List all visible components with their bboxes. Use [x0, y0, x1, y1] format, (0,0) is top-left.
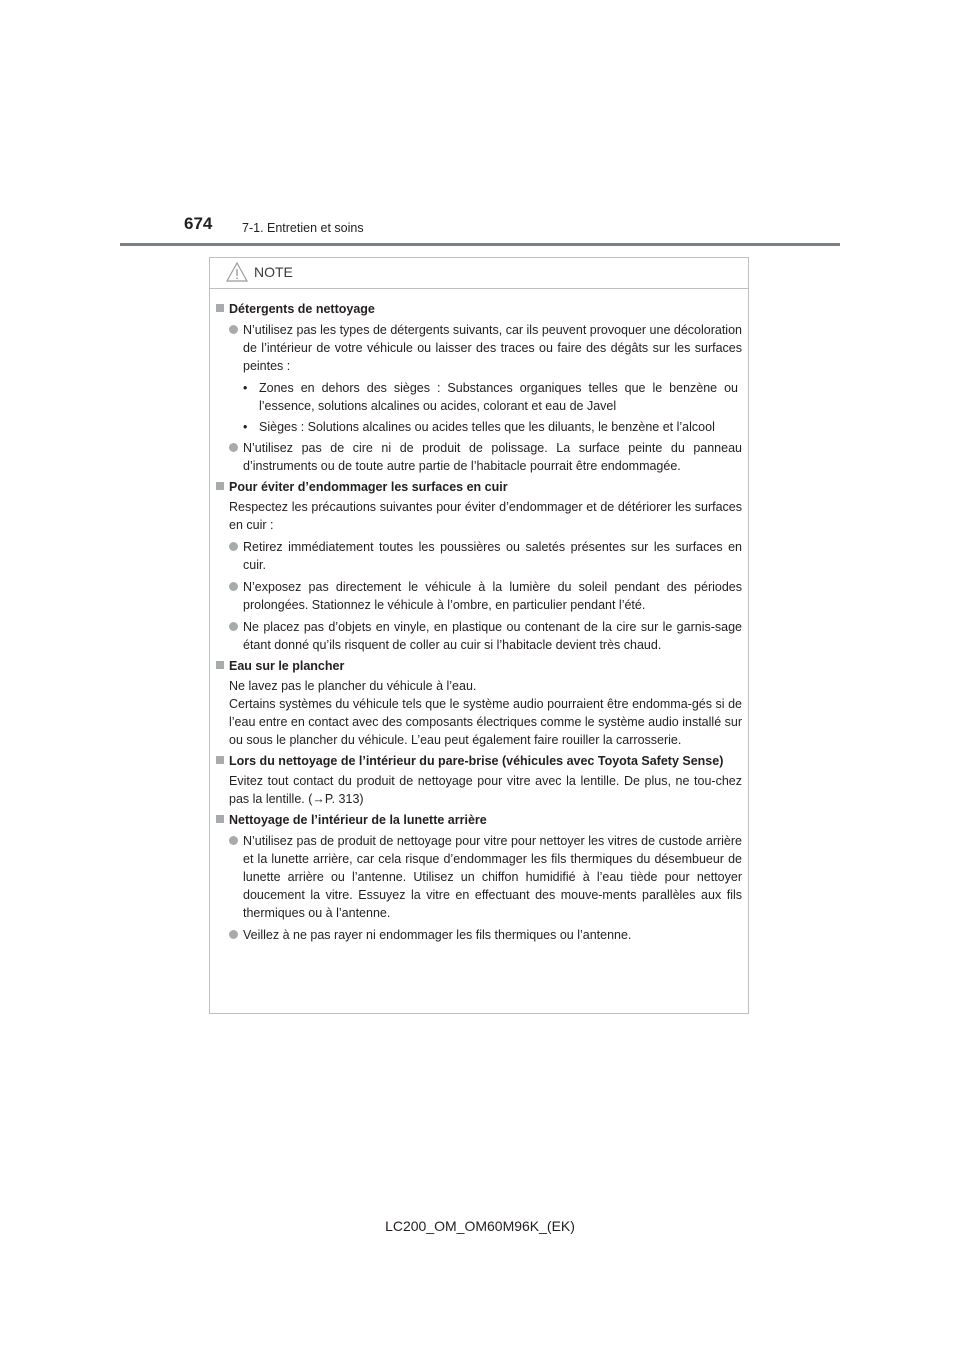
list-item-text: N’utilisez pas de cire ni de produit de polissage. La surface peinte du panneau d’instruments ou de toute autre partie de l’habitacle pourrait être endommagée. [243, 441, 742, 473]
square-bullet-icon [216, 756, 224, 764]
circle-bullet-icon [229, 836, 238, 845]
list-item [229, 321, 742, 375]
square-bullet-icon [216, 482, 224, 490]
circle-bullet-icon [229, 930, 238, 939]
square-bullet-icon [216, 815, 224, 823]
sub-list-item [229, 418, 742, 436]
circle-bullet-icon [229, 622, 238, 631]
sub-list-item-text: Zones en dehors des sièges : Substances organiques telles que le benzène ou l’essence, solutions alcalines ou acides, colorant et eau de Javel [259, 381, 738, 413]
list-item-text: Retirez immédiatement toutes les poussières ou saletés présentes sur les surfaces en cuir. [243, 540, 742, 572]
section-heading: Nettoyage de l’intérieur de la lunette arrière [229, 813, 487, 827]
sub-bullet-marker: • [243, 420, 248, 434]
sub-bullet-marker: • [243, 381, 248, 395]
circle-bullet-icon [229, 542, 238, 551]
note-section-leather [216, 478, 742, 654]
circle-bullet-icon [229, 443, 238, 452]
section-paragraph: Ne lavez pas le plancher du véhicule à l’eau. [229, 679, 477, 693]
sub-list-item [229, 379, 742, 415]
note-body [210, 289, 748, 944]
note-box [209, 257, 749, 1014]
list-item [229, 832, 742, 922]
sub-list-item-text: Sièges : Solutions alcalines ou acides telles que les diluants, le benzène et l’alcool [259, 420, 715, 434]
list-item [229, 538, 742, 574]
square-bullet-icon [216, 304, 224, 312]
circle-bullet-icon [229, 325, 238, 334]
footer-doc-code: LC200_OM_OM60M96K_(EK) [385, 1218, 575, 1234]
circle-bullet-icon [229, 582, 238, 591]
square-bullet-icon [216, 661, 224, 669]
list-item-text: N’utilisez pas de produit de nettoyage pour vitre pour nettoyer les vitres de custode arrière et la lunette arrière, car cela risque d’endommager les fils thermiques du désembueur de lunette arrière ou l’antenne. Utilisez un chiffon humidifié à l’eau tiède pour nettoyer doucement la vitre. Essuyez la vitre en effectuant des mouve-ments parallèles aux fils thermiques ou à l’antenne. [243, 834, 742, 920]
note-section-rear-window [216, 811, 742, 944]
note-section-windshield [216, 752, 742, 808]
header-rule [120, 243, 840, 246]
warning-triangle-icon [226, 262, 248, 287]
page-number: 674 [184, 214, 213, 233]
section-heading: Pour éviter d’endommager les surfaces en cuir [229, 480, 508, 494]
section-paragraph: Evitez tout contact du produit de nettoyage pour vitre avec la lentille. De plus, ne tou-chez pas la lentille. (→P. 313) [229, 774, 742, 806]
list-item-text: Veillez à ne pas rayer ni endommager les fils thermiques ou l’antenne. [243, 928, 632, 942]
note-section-detergents [216, 300, 742, 475]
note-label: NOTE [254, 264, 293, 280]
list-item [229, 926, 742, 944]
section-heading: Lors du nettoyage de l’intérieur du pare-brise (véhicules avec Toyota Safety Sense) [229, 754, 724, 768]
list-item [229, 618, 742, 654]
list-item-text: N’exposez pas directement le véhicule à la lumière du soleil pendant des périodes prolongées. Stationnez le véhicule à l’ombre, en particulier pendant l’été. [243, 580, 742, 612]
note-header [210, 258, 748, 289]
list-item-text: Ne placez pas d’objets en vinyle, en plastique ou contenant de la cire sur le garnis-sage étant donné qu’ils risquent de coller au cuir si l’habitacle devient très chaud. [243, 620, 742, 652]
section-heading: Eau sur le plancher [229, 659, 345, 673]
section-heading: Détergents de nettoyage [229, 302, 375, 316]
note-section-floor-water [216, 657, 742, 749]
list-item [229, 439, 742, 475]
section-paragraph: Respectez les précautions suivantes pour éviter d’endommager et de détériorer les surfaces en cuir : [229, 500, 742, 532]
section-title: 7-1. Entretien et soins [242, 221, 364, 235]
section-paragraph: Certains systèmes du véhicule tels que le système audio pourraient être endomma-gés si de l’eau entre en contact avec des composants électriques comme le système audio installé sur ou sous le plancher du véhicule. L’eau peut également faire rouiller la carrosserie. [229, 697, 742, 747]
list-item [229, 578, 742, 614]
list-item-text: N’utilisez pas les types de détergents suivants, car ils peuvent provoquer une décoloration de l’intérieur de votre véhicule ou laisser des traces ou faire des dégâts sur les surfaces peintes : [243, 323, 742, 373]
